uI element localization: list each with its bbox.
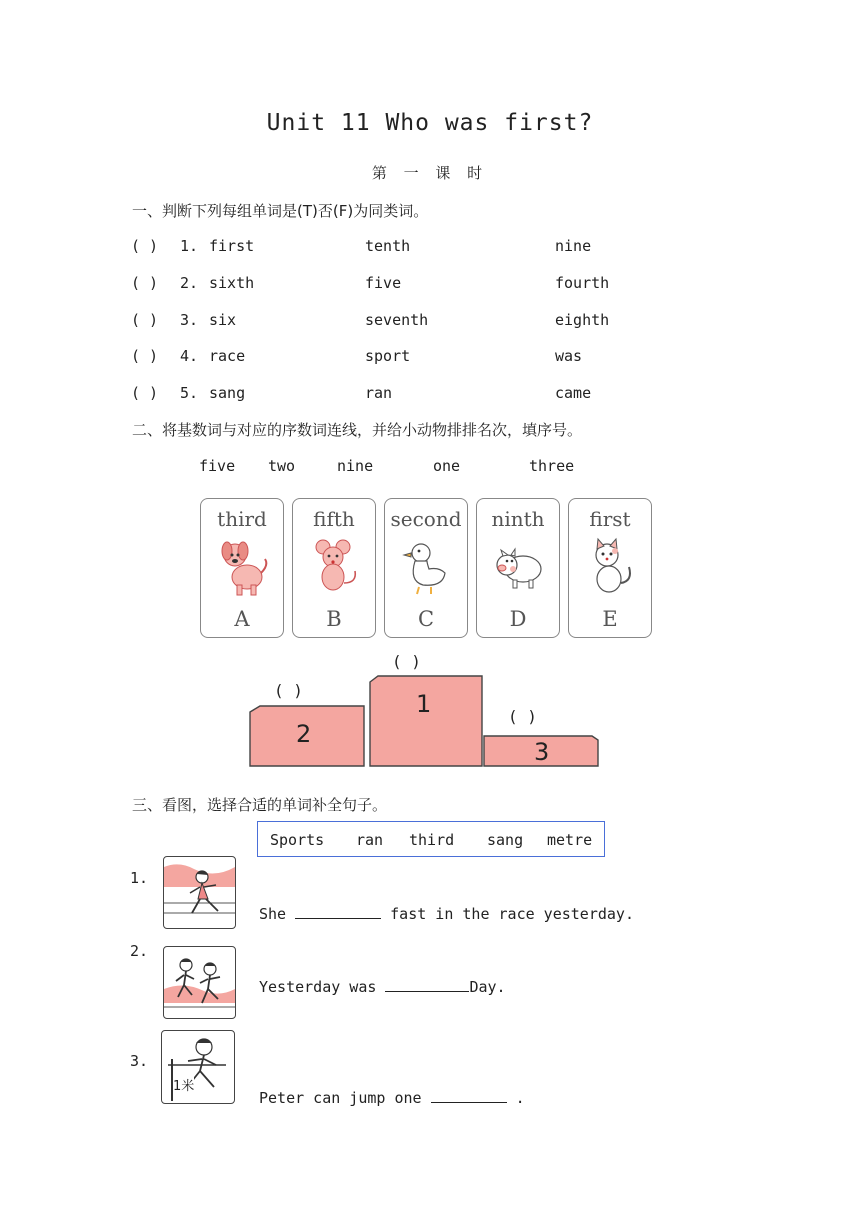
sentence-1 [259,904,634,923]
sentence-text: fast in the race yesterday. [390,905,634,923]
cardinal-word: five [199,457,236,475]
card-letter: D [509,607,527,631]
word-1: first [209,237,255,255]
ordinal-word: ninth [491,507,545,531]
answer-blank[interactable] [295,904,381,919]
cardinal-word: one [433,457,461,475]
word-1: six [209,311,237,329]
answer-paren[interactable]: ( ) [131,384,159,402]
animal-card [568,498,652,638]
sentence-text: Yesterday was [259,978,377,996]
ordinal-word: fifth [313,507,355,531]
word-2: ran [365,384,393,402]
section2-heading: 二、将基数词与对应的序数词连线，并给小动物排排名次，填序号。 [132,421,583,439]
answer-paren[interactable]: ( ) [131,311,159,329]
place-3-answer[interactable]: ( ) [508,707,537,726]
word-bank [257,821,605,857]
cat-icon [585,537,637,597]
word-bank-item: ran [356,831,384,849]
kids-running-icon [163,946,236,1019]
card-letter: B [326,607,342,631]
question-number: 1. [180,237,199,255]
word-3: came [555,384,592,402]
animal-card [476,498,560,638]
word-1: sang [209,384,246,402]
cardinal-word: three [529,457,575,475]
word-2: sport [365,347,411,365]
boy-high-jump-icon [161,1030,235,1104]
section3-heading: 三、看图，选择合适的单词补全句子。 [132,796,388,814]
item-number: 1. [130,869,149,887]
mouse-icon [309,537,361,597]
place-2-answer[interactable]: ( ) [274,681,303,700]
page-title: Unit 11 Who was first? [266,110,594,136]
pig-icon [493,537,545,597]
place-2-label: 2 [296,720,312,748]
animal-card [384,498,468,638]
height-label: 1米 [173,1075,194,1094]
sentence-text: Day. [469,978,506,996]
animal-cards [200,498,650,638]
cardinal-word: nine [337,457,374,475]
dog-icon [217,537,269,597]
animal-card [200,498,284,638]
card-letter: A [234,607,250,631]
sentence-text: . [515,1089,525,1107]
sentence-3 [259,1088,525,1107]
question-number: 3. [180,311,199,329]
word-bank-item: metre [547,831,593,849]
podium [246,650,606,770]
question-number: 2. [180,274,199,292]
word-1: sixth [209,274,255,292]
word-bank-item: third [409,831,455,849]
ordinal-word: second [390,507,462,531]
sentence-text: Peter can jump one [259,1089,422,1107]
duck-icon [401,537,453,597]
answer-blank[interactable] [431,1088,507,1103]
answer-paren[interactable]: ( ) [131,237,159,255]
word-bank-item: Sports [270,831,325,849]
sentence-2 [259,977,506,996]
card-letter: C [417,607,435,631]
item-number: 3. [130,1052,149,1070]
word-3: was [555,347,583,365]
word-1: race [209,347,246,365]
word-2: five [365,274,402,292]
cardinal-word: two [268,457,296,475]
place-1-answer[interactable]: ( ) [392,652,421,671]
answer-paren[interactable]: ( ) [131,274,159,292]
word-bank-item: sang [487,831,524,849]
word-3: eighth [555,311,610,329]
question-number: 5. [180,384,199,402]
word-2: tenth [365,237,411,255]
item-number: 2. [130,942,149,960]
place-1-label: 1 [416,690,432,718]
girl-running-icon [163,856,236,929]
word-3: nine [555,237,592,255]
sentence-text: She [259,905,287,923]
ordinal-word: first [589,507,631,531]
animal-card [292,498,376,638]
question-number: 4. [180,347,199,365]
ordinal-word: third [217,507,267,531]
section1-heading: 一、判断下列每组单词是(T)否(F)为同类词。 [132,202,429,220]
place-3-label: 3 [534,738,550,766]
answer-paren[interactable]: ( ) [131,347,159,365]
lesson-subtitle: 第 一 课 时 [371,164,489,182]
word-2: seventh [365,311,429,329]
word-3: fourth [555,274,610,292]
card-letter: E [602,607,618,631]
answer-blank[interactable] [385,977,469,992]
